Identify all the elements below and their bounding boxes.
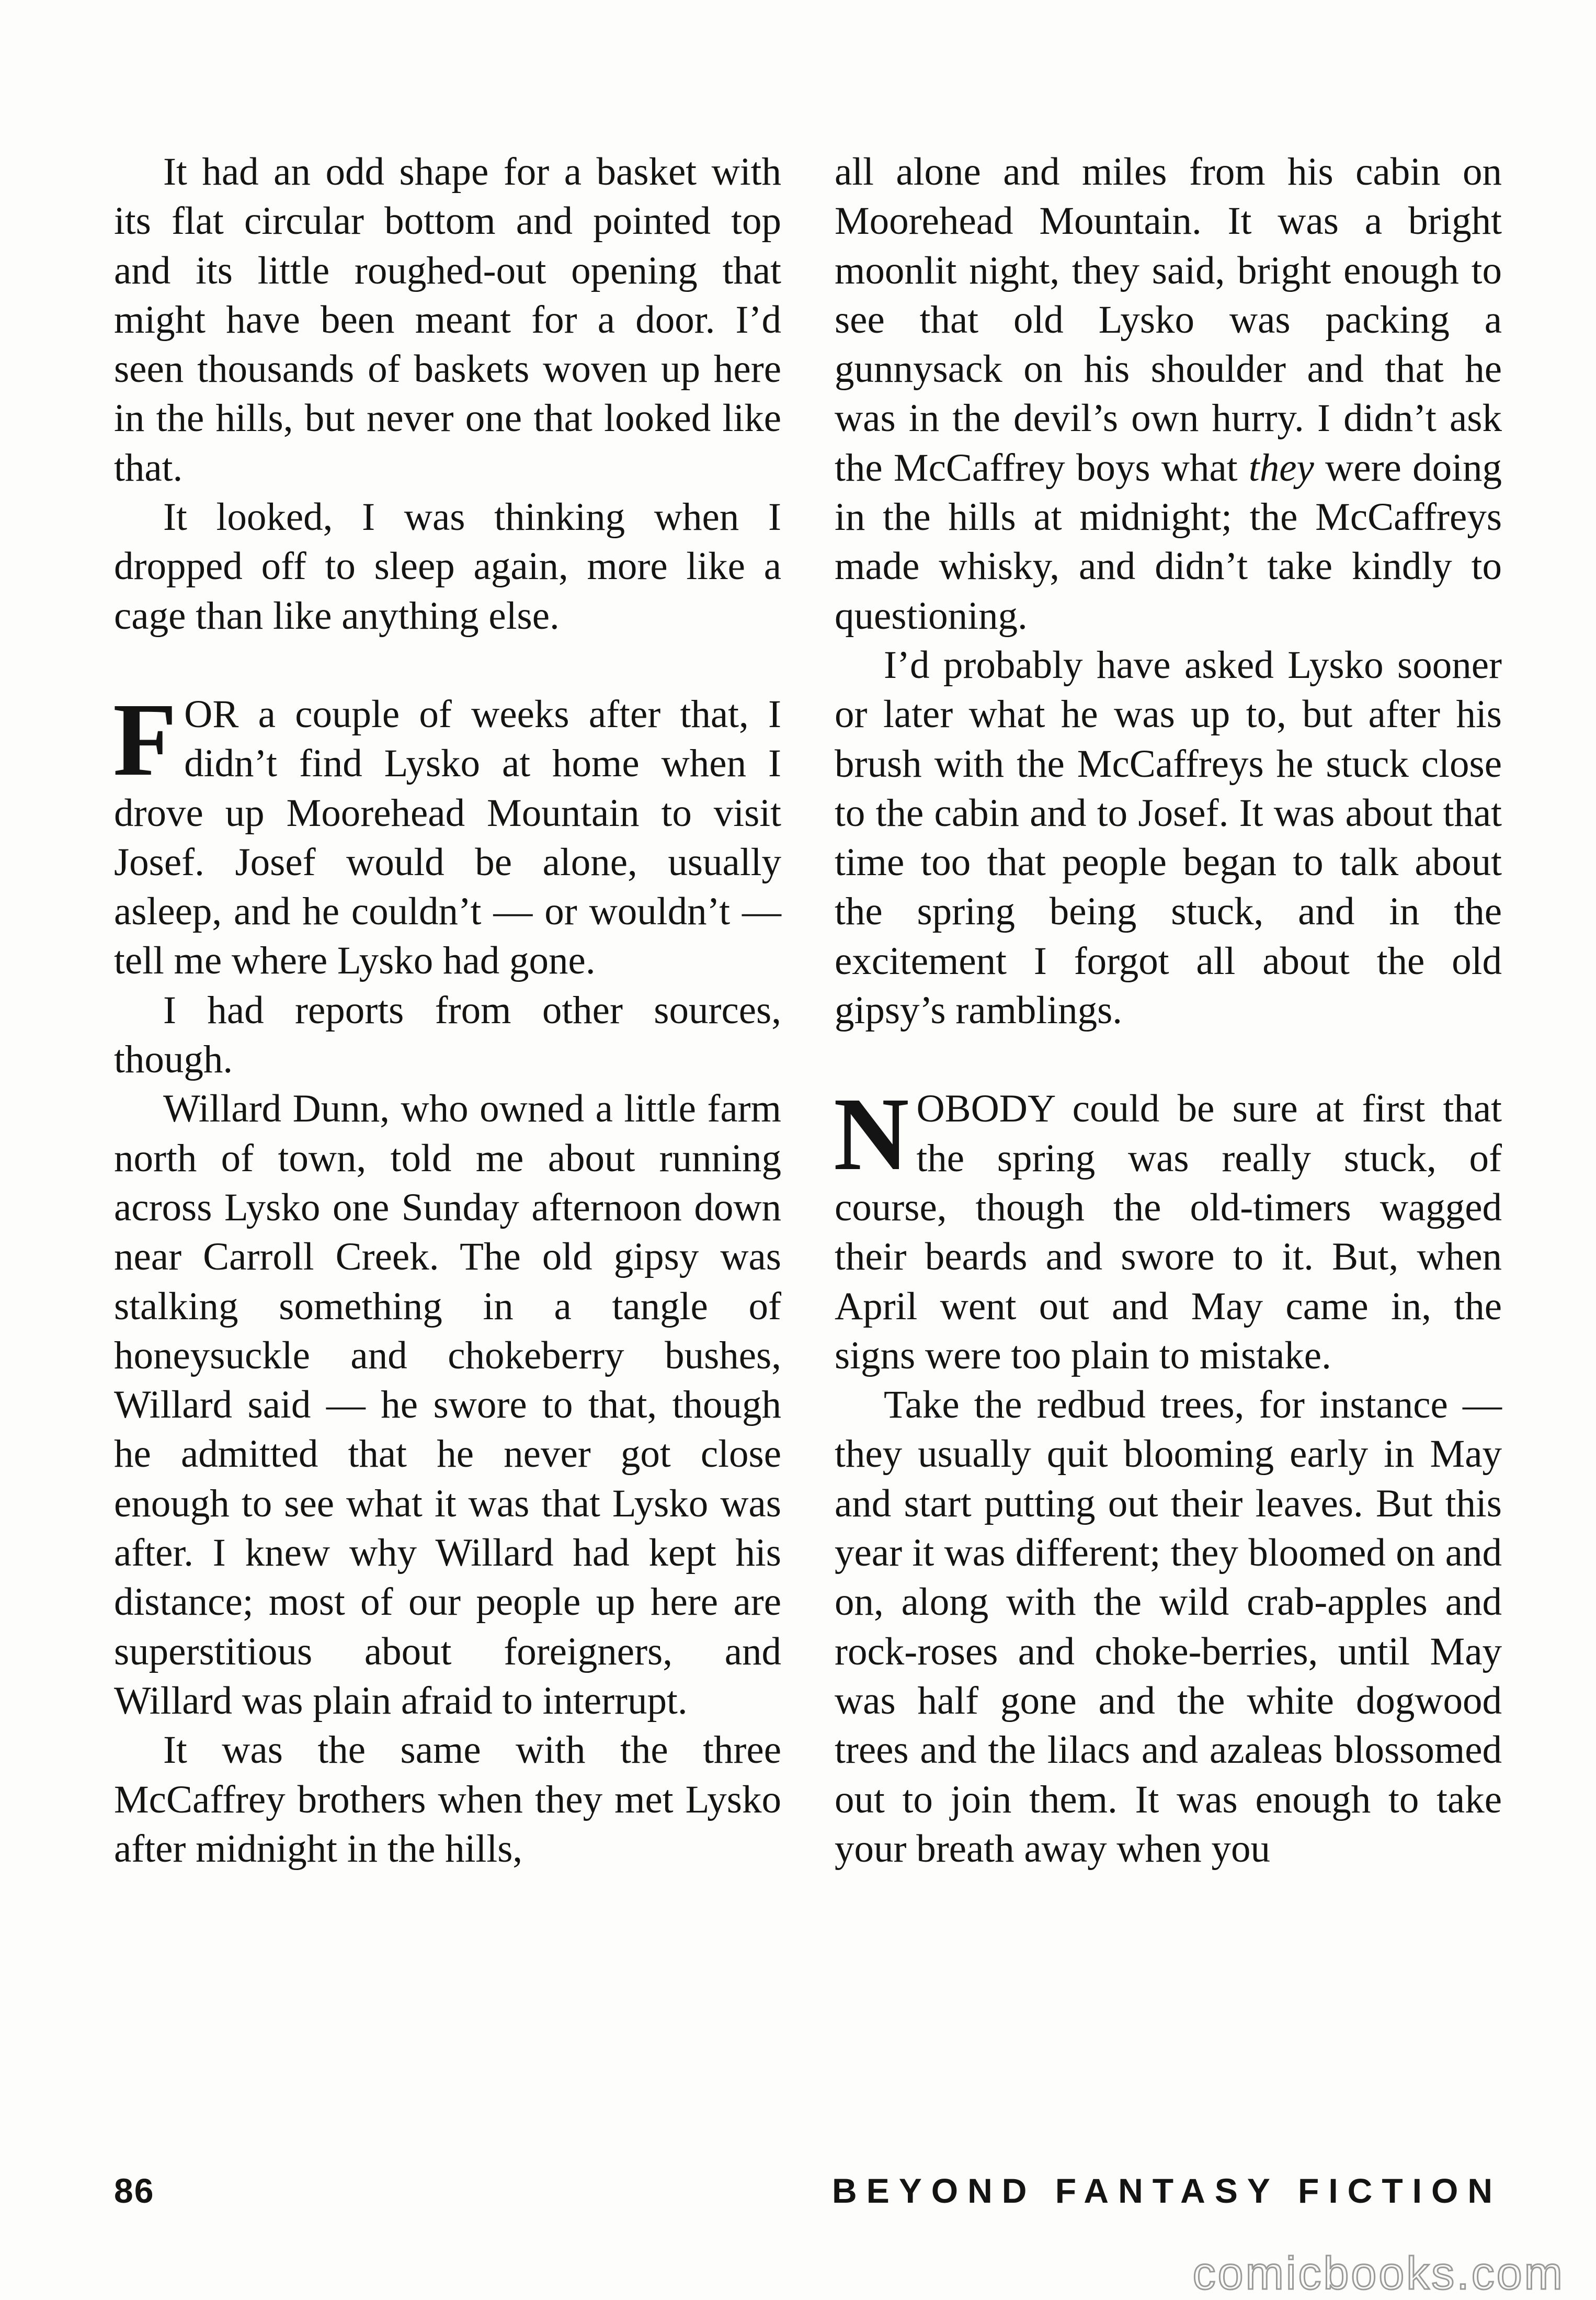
lead-in-caps: OR (184, 692, 239, 736)
paragraph: Willard Dunn, who owned a little farm north of town, told me about running across Lysko one Sunday afternoon down near Carroll Creek. The old gipsy was stalking something in a tangle of honeysuckle and chokeberry bushes, Willard said — he swore to that, though he admitted that he never got close enough to see what it was that Lysko was after. I knew why Willard had kept his distance; most of our people up here are superstitious about foreigners, and Willard was plain afraid to interrupt. (114, 1087, 781, 1723)
paragraph: It had an odd shape for a basket with its flat circular bottom and pointed top and its little roughed-out opening that might have been meant for a door. I’d seen thousands of baskets woven up here in the hills, but never one that looked like that. (114, 150, 781, 490)
magazine-title: BEYOND FANTASY FICTION (832, 2171, 1502, 2210)
drop-cap: F (113, 682, 177, 798)
right-column (835, 148, 1502, 1874)
paragraph: I’d probably have asked Lysko sooner or later what he was up to, but after his brush with the McCaffreys he stuck close to the cabin and to Josef. It was about that time too that people began to talk about the spring being stuck, and in the excitement I forgot all about the old gipsy’s ramblings. (835, 643, 1502, 1033)
lead-in-caps: OBODY (916, 1087, 1055, 1131)
paragraph-text: a couple of weeks after that, I didn’t find Lysko at home when I drove up Moorehead Mountain to visit Josef. Josef would be alone, usually asleep, and he couldn’t — or wouldn’t — tell me where Lysko had gone. (114, 692, 781, 983)
paragraph-text: all alone and miles from his cabin on Moorehead Mountain. It was a bright moonlit night, they said, bright enough to see that old Lysko was packing a gunnysack on his shoulder and that he was in the devil’s own hurry. I didn’t ask the McCaffrey boys what (835, 150, 1502, 490)
watermark: comicbooks.com (1192, 2247, 1565, 2299)
left-column (114, 148, 781, 1874)
paragraph: It looked, I was thinking when I dropped off to sleep again, more like a cage than like anything else. (114, 495, 781, 638)
paragraph: It was the same with the three McCaffrey brothers when they met Lysko after midnight in the hills, (114, 1728, 781, 1871)
drop-cap: N (834, 1077, 909, 1193)
paragraph: I had reports from other sources, though. (114, 988, 781, 1082)
paragraph: Take the redbud trees, for instance — they usually quit blooming early in May and start putting out their leaves. But this year it was different; they bloomed on and on, along with the wild crab-apples and rock-roses and choke-berries, until May was half gone and the white dogwood trees and the lilacs and azaleas blossomed out to join them. It was enough to take your breath away when you (835, 1383, 1502, 1871)
page-number: 86 (114, 2171, 155, 2210)
paragraph-continued (835, 148, 1502, 641)
paragraph-text: were doing in the hills at midnight; the McCaffreys made whisky, and didn’t take kindly to questioning. (835, 446, 1502, 638)
section-opening-paragraph (113, 682, 781, 986)
paragraph-text: could be sure at first that the spring was really stuck, of course, though the old-timers wagged their beards and swore to it. But, when April went out and May came in, the signs were too plain to mistake. (835, 1087, 1502, 1377)
section-opening-paragraph (834, 1077, 1502, 1380)
emphasis-text: they (1248, 446, 1314, 490)
